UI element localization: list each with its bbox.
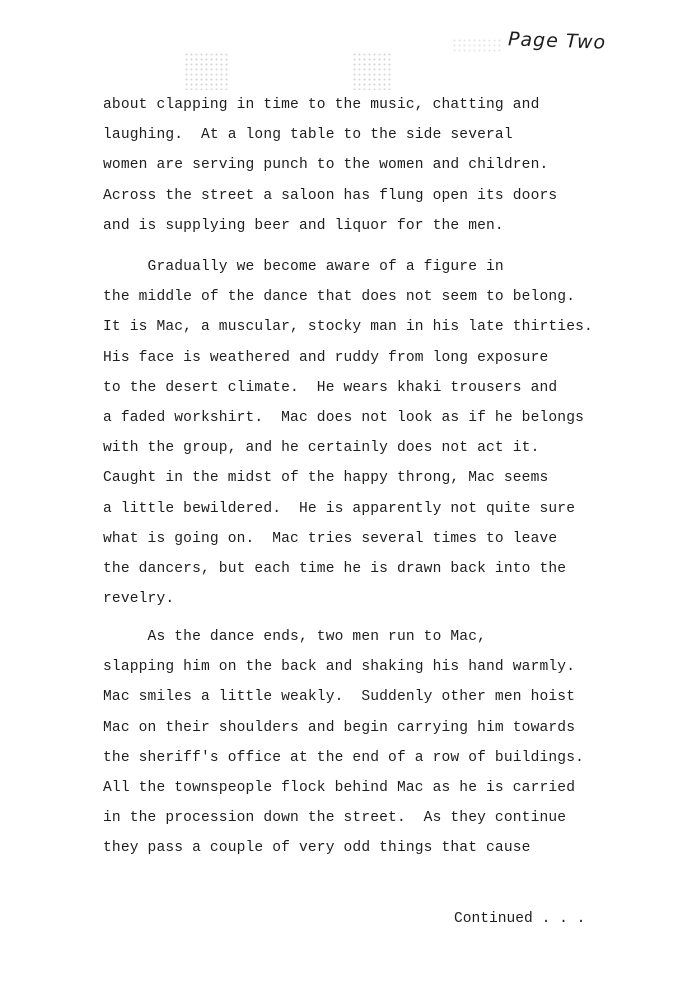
text-line: to the desert climate. He wears khaki trousers and: [103, 379, 558, 396]
text-line: Mac smiles a little weakly. Suddenly other men hoist: [103, 689, 576, 706]
text-line: Gradually we become aware of a figure in: [103, 259, 504, 275]
text-line: women are serving punch to the women and children.: [103, 157, 549, 174]
text-line: Caught in the midst of the happy throng, Mac seems: [103, 470, 549, 487]
text-line: revelry.: [103, 591, 175, 608]
text-line: As the dance ends, two men run to Mac,: [103, 629, 487, 645]
text-line: what is going on. Mac tries several times to leave: [103, 530, 558, 547]
scan-speckle: [452, 38, 502, 52]
text-line: Across the street a saloon has flung open its doors: [103, 187, 558, 204]
scan-speckle: [352, 52, 392, 90]
text-line: Mac on their shoulders and begin carrying him towards: [103, 719, 576, 736]
text-line: slapping him on the back and shaking his hand warmly.: [103, 659, 576, 676]
continued-note: Continued . . .: [454, 911, 586, 927]
text-line: with the group, and he certainly does not act it.: [103, 440, 540, 457]
text-line: All the townspeople flock behind Mac as he is carried: [103, 780, 576, 796]
text-line: they pass a couple of very odd things that cause: [103, 840, 531, 857]
text-line: the sheriff's office at the end of a row of buildings.: [103, 749, 585, 766]
text-line: It is Mac, a muscular, stocky man in his late thirties.: [103, 319, 593, 336]
text-line: the dancers, but each time he is drawn back into the: [103, 561, 567, 577]
text-line: and is supplying beer and liquor for the men.: [103, 217, 504, 234]
text-line: laughing. At a long table to the side several: [103, 127, 513, 144]
text-line: the middle of the dance that does not seem to belong.: [103, 289, 576, 306]
text-line: His face is weathered and ruddy from long exposure: [103, 349, 549, 366]
scan-speckle: [184, 52, 228, 90]
text-line: in the procession down the street. As they continue: [103, 810, 567, 827]
text-line: about clapping in time to the music, chatting and: [103, 97, 540, 113]
text-line: a faded workshirt. Mac does not look as if he belongs: [103, 410, 585, 426]
text-line: a little bewildered. He is apparently not quite sure: [103, 500, 576, 517]
page-number-handwritten: Page Two: [507, 28, 607, 54]
